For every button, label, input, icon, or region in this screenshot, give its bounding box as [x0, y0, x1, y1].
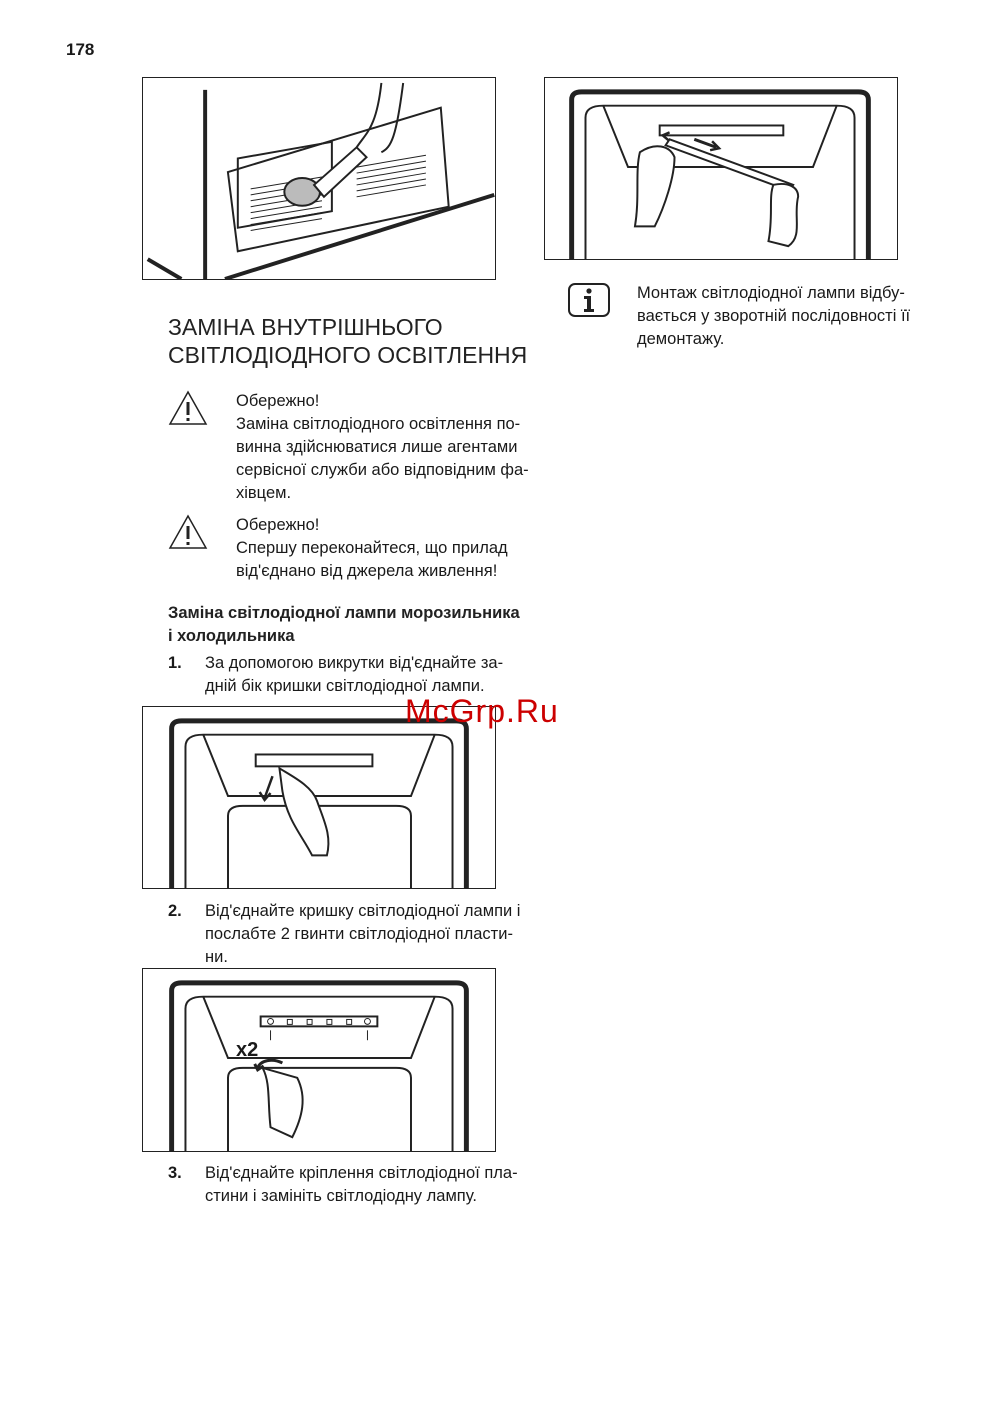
info-icon [567, 282, 611, 318]
step-3 [168, 1162, 533, 1210]
watermark: McGrp.Ru [405, 693, 559, 729]
step-text: За допомогою викрутки від'єднайте за-дній бік кришки світлодіодної лампи. [205, 654, 504, 695]
warning-2 [168, 514, 543, 584]
info-note [567, 282, 927, 352]
step-number: 3. [168, 1164, 182, 1182]
warning-heading: Обережно! [236, 516, 320, 534]
figure-remove-cover [142, 706, 496, 889]
step-number: 2. [168, 902, 182, 920]
subsection-title: Заміна світлодіодної лампи морозильника і холодильника [168, 604, 520, 645]
warning-triangle-icon [168, 390, 208, 426]
figure-loosen-screws [142, 968, 496, 1152]
figure-replace-led [544, 77, 898, 260]
figure-cleaning-grille [142, 77, 496, 280]
screws-count-label: x2 [236, 1039, 259, 1061]
step-2 [168, 900, 533, 970]
warning-text: Спершу переконайтеся, що прилад від'єднано від джерела живлення! [236, 539, 508, 580]
page-number: 178 [66, 40, 95, 59]
info-text: Монтаж світлодіодної лампи відбу-вається у зворотній послідовності її демонтажу. [637, 284, 911, 348]
warning-triangle-icon [168, 514, 208, 550]
warning-text: Заміна світлодіодного освітлення по-винна здійснюватися лише агентами сервісної служби або відповідним фа-хівцем. [236, 415, 529, 502]
warning-heading: Обережно! [236, 392, 320, 410]
step-text: Від'єднайте кришку світлодіодної лампи і послабте 2 гвинти світлодіодної пласти-ни. [205, 902, 521, 966]
section-title: ЗАМІНА ВНУТРІШНЬОГО СВІТЛОДІОДНОГО ОСВІТЛЕННЯ [168, 314, 528, 368]
step-text: Від'єднайте кріплення світлодіодної пла-стини і замініть світлодіодну лампу. [205, 1164, 518, 1205]
step-number: 1. [168, 654, 182, 672]
warning-1 [168, 390, 543, 500]
